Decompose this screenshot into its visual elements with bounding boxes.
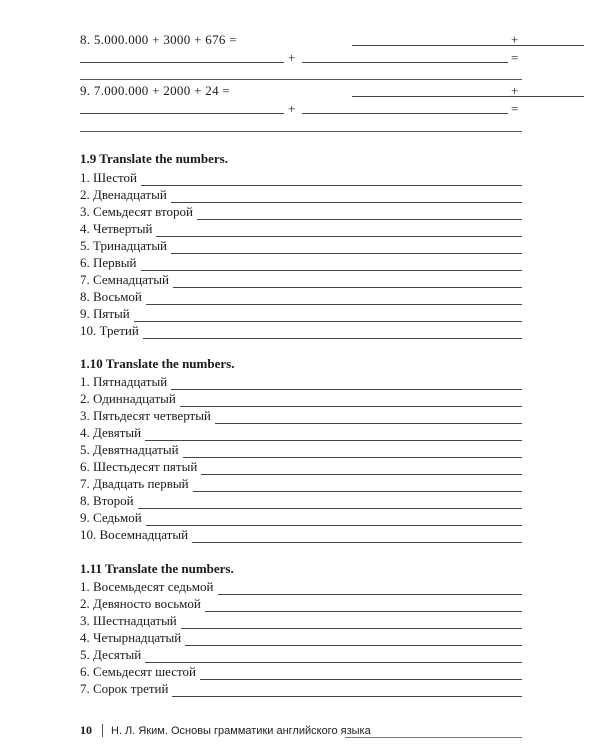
- answer-line[interactable]: [145, 650, 522, 663]
- answer-line[interactable]: [201, 462, 522, 475]
- answer-line[interactable]: [183, 445, 522, 458]
- page-footer: [80, 723, 371, 738]
- exercise-item: [80, 237, 522, 254]
- answer-line[interactable]: [192, 530, 522, 543]
- item-label: 3. Пятьдесят четвертый: [80, 408, 211, 423]
- section-heading: 1.11 Translate the numbers.: [80, 561, 234, 576]
- answer-line[interactable]: [145, 428, 522, 441]
- exercise-list: [80, 578, 522, 697]
- item-label: 10. Восемнадцатый: [80, 527, 189, 542]
- answer-line[interactable]: [146, 292, 522, 305]
- answer-line[interactable]: [218, 582, 523, 595]
- section-heading: 1.9 Translate the numbers.: [80, 151, 228, 166]
- item-label: 4. Девятый: [80, 425, 142, 440]
- item-label: 6. Семьдесят шестой: [80, 664, 196, 679]
- plus-sign: +: [288, 101, 296, 116]
- answer-line[interactable]: [141, 258, 523, 271]
- exercise-item: [80, 629, 522, 646]
- exercise-item: [80, 407, 522, 424]
- exercise-item: [80, 220, 522, 237]
- item-label: 6. Шестьдесят пятый: [80, 459, 198, 474]
- item-label: 9. Пятый: [80, 306, 130, 321]
- exercise-item: [80, 288, 522, 305]
- problem-expression: 9. 7.000.000 + 2000 + 24 =: [80, 83, 231, 98]
- exercise-item: [80, 322, 522, 339]
- item-label: 5. Девятнадцатый: [80, 442, 179, 457]
- answer-line[interactable]: [146, 513, 522, 526]
- answer-line[interactable]: [134, 309, 522, 322]
- exercise-item: [80, 441, 522, 458]
- exercise-item: [80, 646, 522, 663]
- answer-line[interactable]: [156, 224, 522, 237]
- exercise-item: [80, 578, 522, 595]
- item-label: 8. Восьмой: [80, 289, 142, 304]
- item-label: 2. Девяносто восьмой: [80, 596, 201, 611]
- answer-line[interactable]: [171, 377, 522, 390]
- item-label: 7. Сорок третий: [80, 681, 169, 696]
- exercise-list: [80, 373, 522, 543]
- equals-sign: =: [511, 50, 519, 65]
- answer-line[interactable]: [193, 479, 522, 492]
- answer-line[interactable]: [181, 616, 522, 629]
- item-label: 4. Четвертый: [80, 221, 153, 236]
- exercise-item: [80, 203, 522, 220]
- answer-line[interactable]: [215, 411, 522, 424]
- item-label: 7. Двадцать первый: [80, 476, 189, 491]
- item-label: 3. Семьдесят второй: [80, 204, 193, 219]
- exercise-item: [80, 254, 522, 271]
- item-label: 2. Одиннадцатый: [80, 391, 176, 406]
- exercise-list: [80, 169, 522, 339]
- section-heading: 1.10 Translate the numbers.: [80, 356, 235, 371]
- equals-sign: =: [511, 101, 519, 116]
- plus-sign: +: [511, 32, 519, 47]
- answer-line[interactable]: [302, 113, 508, 114]
- footer-rule: [345, 737, 522, 738]
- exercise-item: [80, 680, 522, 697]
- answer-line[interactable]: [138, 496, 522, 509]
- exercise-item: [80, 509, 522, 526]
- answer-line[interactable]: [80, 62, 284, 63]
- answer-line[interactable]: [205, 599, 522, 612]
- page-number: 10: [80, 723, 92, 737]
- answer-line[interactable]: [141, 173, 522, 186]
- answer-line[interactable]: [200, 667, 522, 680]
- exercise-item: [80, 373, 522, 390]
- exercise-item: [80, 458, 522, 475]
- footer-divider: [102, 724, 103, 737]
- exercise-item: [80, 305, 522, 322]
- problem-9: [80, 83, 522, 117]
- answer-line[interactable]: [180, 394, 522, 407]
- item-label: 1. Пятнадцатый: [80, 374, 168, 389]
- answer-line[interactable]: [80, 113, 284, 114]
- answer-line[interactable]: [172, 684, 522, 697]
- item-label: 3. Шестнадцатый: [80, 613, 177, 628]
- book-title: Н. Л. Яким. Основы грамматики английского языка: [111, 724, 371, 737]
- plus-sign: +: [288, 50, 296, 65]
- answer-line[interactable]: [171, 190, 522, 203]
- answer-line[interactable]: [197, 207, 522, 220]
- answer-line[interactable]: [302, 62, 508, 63]
- exercise-item: [80, 475, 522, 492]
- exercise-item: [80, 271, 522, 288]
- exercise-item: [80, 595, 522, 612]
- exercise-item: [80, 186, 522, 203]
- item-label: 8. Второй: [80, 493, 134, 508]
- answer-line[interactable]: [352, 45, 584, 46]
- item-label: 6. Первый: [80, 255, 137, 270]
- answer-line[interactable]: [171, 241, 522, 254]
- answer-line[interactable]: [352, 96, 584, 97]
- exercise-item: [80, 492, 522, 509]
- exercise-item: [80, 169, 522, 186]
- item-label: 7. Семнадцатый: [80, 272, 169, 287]
- answer-line[interactable]: [80, 79, 522, 80]
- item-label: 1. Шестой: [80, 170, 137, 185]
- exercise-item: [80, 526, 522, 543]
- item-label: 1. Восемьдесят седьмой: [80, 579, 214, 594]
- problem-expression: 8. 5.000.000 + 3000 + 676 =: [80, 32, 237, 47]
- item-label: 2. Двенадцатый: [80, 187, 167, 202]
- plus-sign: +: [511, 83, 519, 98]
- exercise-item: [80, 390, 522, 407]
- answer-line[interactable]: [143, 326, 522, 339]
- item-label: 5. Десятый: [80, 647, 142, 662]
- answer-line[interactable]: [80, 131, 522, 132]
- item-label: 5. Тринадцатый: [80, 238, 168, 253]
- answer-line[interactable]: [185, 633, 522, 646]
- problem-8: [80, 32, 522, 66]
- exercise-item: [80, 424, 522, 441]
- exercise-item: [80, 612, 522, 629]
- answer-line[interactable]: [173, 275, 522, 288]
- item-label: 4. Четырнадцатый: [80, 630, 182, 645]
- item-label: 9. Седьмой: [80, 510, 142, 525]
- exercise-item: [80, 663, 522, 680]
- item-label: 10. Третий: [80, 323, 139, 338]
